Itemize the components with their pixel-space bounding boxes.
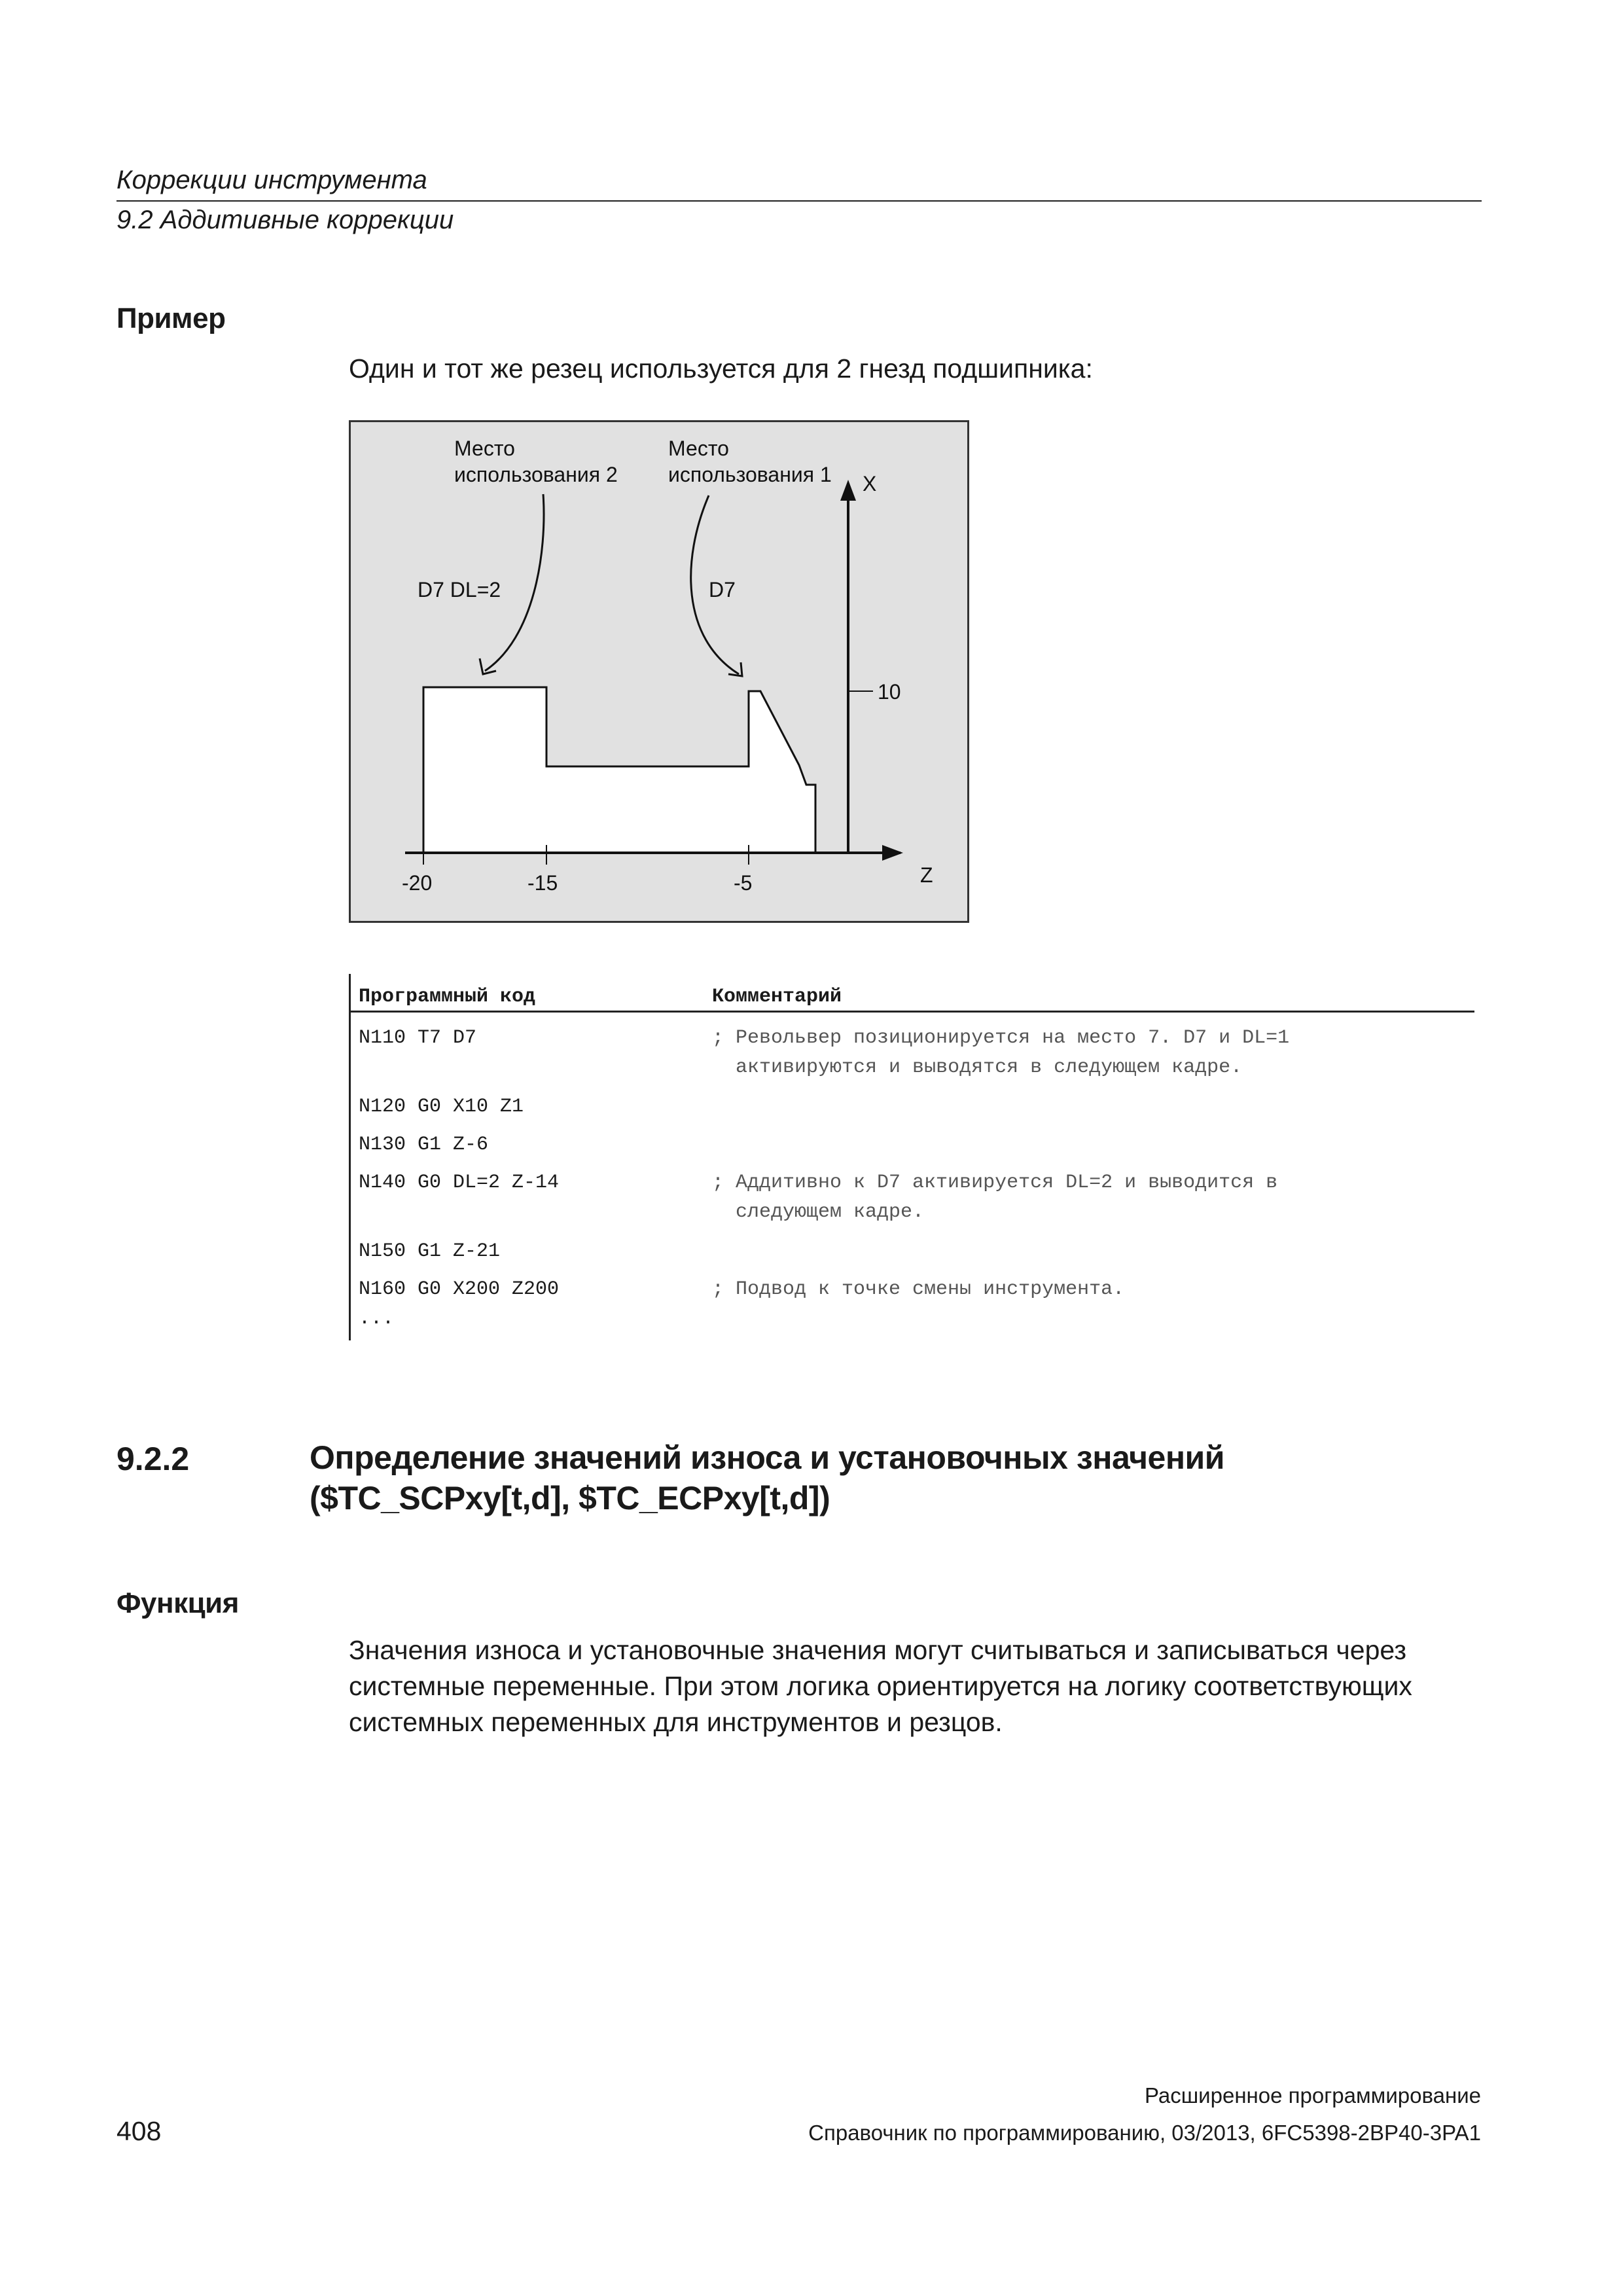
table-header-rule [351,1011,1474,1013]
x-axis-arrowhead [840,480,856,501]
header-rule [116,200,1482,202]
tick-label-z-minus20: -20 [402,871,433,895]
code-cell: N160 G0 X200 Z200 [359,1278,560,1300]
workpiece-profile [423,687,815,853]
code-cell: N120 G0 X10 Z1 [359,1096,524,1118]
label-place2-line2: использования 2 [454,463,618,486]
column-header-code: Программный код [359,986,536,1008]
label-d7-dl2: D7 DL=2 [418,578,501,601]
z-axis-arrowhead [882,845,903,861]
code-cell: N110 T7 D7 [359,1027,477,1049]
comment-cell: ; Подвод к точке смены инструмента. [712,1278,1125,1300]
code-cell: N140 G0 DL=2 Z-14 [359,1172,560,1194]
example-intro: Один и тот же резец используется для 2 гнезд подшипника: [349,353,1093,384]
comment-cell: ; Револьвер позиционируется на место 7. D7 и DL=1 активируются и выводятся в следующем кадре. [712,1027,1290,1079]
figure-drawing [351,422,967,921]
comment-cell: ; Аддитивно к D7 активируется DL=2 и выводится в следующем кадре. [712,1172,1278,1223]
tick-label-z-minus5: -5 [734,871,753,895]
page-number: 408 [116,2116,162,2146]
function-heading: Функция [116,1587,239,1619]
footer-reference: Справочник по программированию, 03/2013, 6FC5398-2BP40-3PA1 [808,2121,1481,2145]
function-text: Значения износа и установочные значения могут считываться и записываться через системные переменные. При этом логика ориентируется на логику соответствующих системных переменных для инструментов и резцов. [349,1635,1412,1737]
label-place1-line2: использования 1 [668,463,832,486]
code-cell: N130 G1 Z-6 [359,1134,489,1156]
code-cell: N150 G1 Z-21 [359,1240,501,1263]
section-title: Определение значений износа и установочных значений ($TC_SCPxy[t,d], $TC_ECPxy[t,d]) [310,1439,1225,1516]
label-place1-line1: Место [668,437,729,460]
tick-label-z-minus15: -15 [527,871,558,895]
label-d7: D7 [709,578,736,601]
running-header-section: 9.2 Аддитивные коррекции [116,206,454,234]
axis-z-label: Z [920,863,933,887]
label-place2-line1: Место [454,437,515,460]
tick-label-x10: 10 [878,680,901,704]
running-header-chapter: Коррекции инструмента [116,166,427,194]
axis-x-label: X [863,472,877,495]
column-header-comment: Комментарий [712,986,842,1008]
bearing-seat-figure [349,420,969,923]
program-code-table [349,974,1476,1340]
arrow-place2-head [480,658,496,674]
code-cell: ... [359,1308,395,1330]
section-number: 9.2.2 [116,1441,190,1477]
example-heading: Пример [116,302,226,334]
footer-title: Расширенное программирование [1144,2083,1481,2108]
